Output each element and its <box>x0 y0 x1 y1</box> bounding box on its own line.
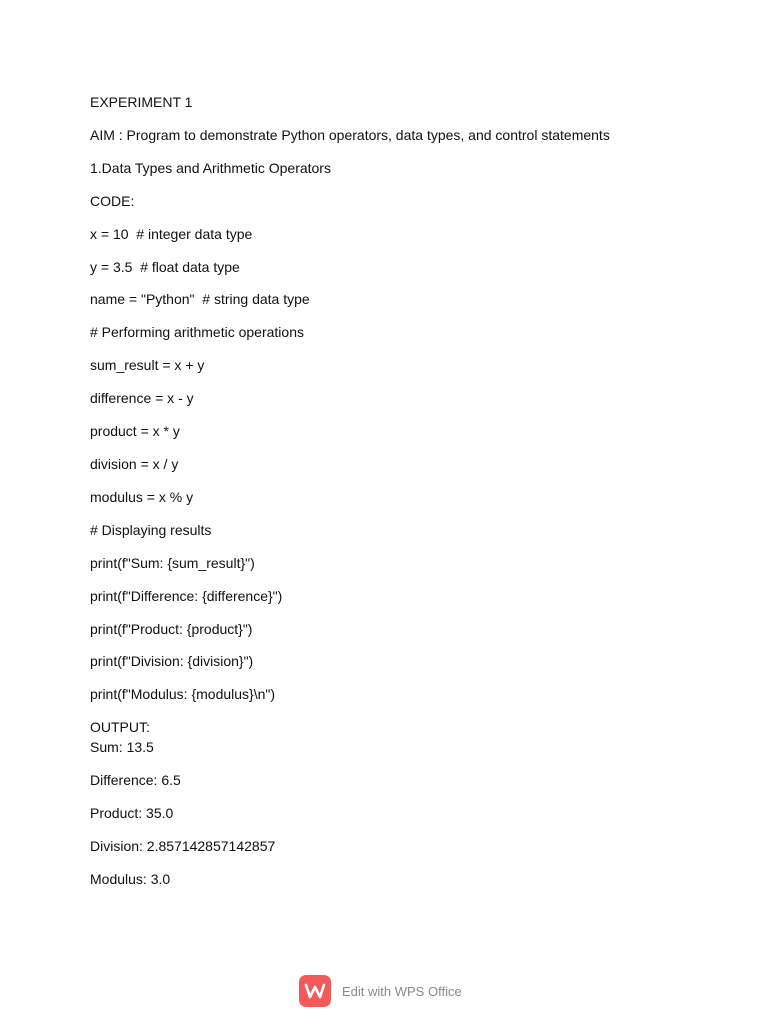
code-line: modulus = x % y <box>90 489 194 505</box>
code-line: print(f"Difference: {difference}") <box>90 588 283 604</box>
code-line: print(f"Product: {product}") <box>90 621 253 637</box>
output-line: Division: 2.857142857142857 <box>90 838 276 854</box>
wps-office-logo-icon[interactable] <box>299 975 331 1007</box>
output-line: Sum: 13.5 <box>90 739 154 755</box>
section-heading: 1.Data Types and Arithmetic Operators <box>90 160 331 176</box>
code-line: division = x / y <box>90 456 179 472</box>
output-line: Product: 35.0 <box>90 805 174 821</box>
edit-with-wps-link[interactable]: Edit with WPS Office <box>342 983 462 999</box>
aim-statement: AIM : Program to demonstrate Python operators, data types, and control statements <box>90 127 610 143</box>
code-label: CODE: <box>90 193 135 209</box>
code-line: name = "Python" # string data type <box>90 291 310 307</box>
experiment-title: EXPERIMENT 1 <box>90 94 193 110</box>
code-line: product = x * y <box>90 423 180 439</box>
output-line: Modulus: 3.0 <box>90 871 171 887</box>
wps-edit-banner[interactable] <box>299 975 462 1007</box>
code-line: sum_result = x + y <box>90 357 205 373</box>
code-line: print(f"Division: {division}") <box>90 653 254 669</box>
code-line: # Displaying results <box>90 522 212 538</box>
code-line: # Performing arithmetic operations <box>90 324 304 340</box>
output-line: Difference: 6.5 <box>90 772 181 788</box>
code-line: print(f"Sum: {sum_result}") <box>90 555 255 571</box>
code-line: print(f"Modulus: {modulus}\n") <box>90 686 276 702</box>
code-line: x = 10 # integer data type <box>90 226 253 242</box>
code-line: y = 3.5 # float data type <box>90 259 240 275</box>
code-line: difference = x - y <box>90 390 194 406</box>
output-label: OUTPUT: <box>90 719 150 735</box>
